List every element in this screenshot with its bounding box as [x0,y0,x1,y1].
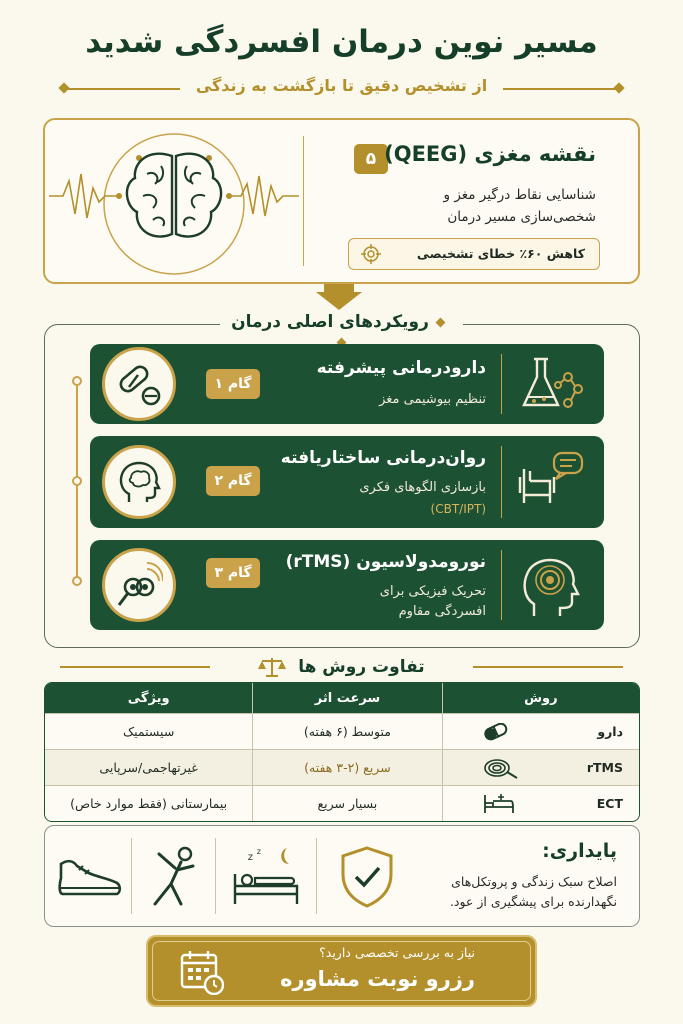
qeeg-description: شناسایی نقاط درگیر مغز و شخصی‌سازی مسیر درمان [443,187,596,225]
step-3-title: نورومدولاسیون (rTMS) [285,552,486,572]
qeeg-stat-badge: کاهش ۶۰٪ خطای تشخیصی [348,238,600,270]
sustainability-desc: اصلاح سبک زندگی و پروتکل‌های نگهدارنده برای پیشگیری از عود. [449,874,617,909]
step-3-desc: تحریک فیزیکی برای [379,584,486,599]
head-brain-icon [115,458,163,506]
pill-capsule-icon [115,360,163,408]
subtitle-bar [60,74,623,104]
table-row: ECT بسیار سریع بیمارستانی (فقط موارد خاص) [45,785,639,821]
approaches-title: رویکردهای اصلی درمان [220,312,463,352]
coil-icon [483,757,519,779]
book-consultation-button[interactable] [146,935,537,1007]
svg-text:z: z [247,852,253,863]
tms-coil-icon [115,561,163,609]
step-1-card [90,344,604,424]
comparison-table [44,682,640,822]
step-2-title: روان‌درمانی ساختاریافته [280,448,486,468]
step-2-desc-sub: (CBT/IPT) [430,502,486,516]
hospital-bed-icon [483,793,515,815]
subtitle: از تشخیص دقیق تا بازگشت به زندگی [195,76,488,95]
sleep-bed-icon [231,844,301,910]
table-row: rTMS سریع (۲-۳ هفته) غیرتهاجمی/سرپایی [45,749,639,785]
step-3-desc-2: افسردگی مقاوم [398,604,486,619]
pill-icon [483,723,509,741]
svg-text:z: z [256,847,261,856]
sneaker-icon [57,850,123,904]
step-2-badge: گام ۲ [206,466,260,496]
page-title: مسیر نوین درمان افسردگی شدید [85,24,598,60]
step-2-card [90,436,604,528]
step-3-card [90,540,604,630]
step-3-badge: گام ۳ [206,558,260,588]
brain-wave-icon [49,126,299,276]
flask-molecule-icon [516,349,586,419]
step-1-badge: گام ۱ [206,369,260,399]
calendar-clock-icon [180,949,224,995]
arrow-down-icon [316,284,362,310]
qeeg-card [43,118,640,284]
target-icon [361,244,381,264]
table-row: دارو متوسط (۶ هفته) سیستمیک [45,713,639,749]
cta-question: نیاز به بررسی تخصصی دارید؟ [319,945,475,960]
cta-label: رزرو نوبت مشاوره [280,967,475,991]
qeeg-number-badge: ۵ [354,144,388,174]
head-waves-icon [516,550,586,620]
step-1-title: دارودرمانی پیشرفته [316,358,486,378]
step-1-desc: تنظیم بیوشیمی مغز [379,392,486,407]
step-2-desc: بازسازی الگوهای فکری [359,480,486,495]
sustainability-title: پایداری: [542,840,617,862]
table-header: روش سرعت اثر ویژگی [45,683,639,713]
shield-check-icon [339,846,395,908]
qeeg-title: نقشه مغزی (QEEG) [384,142,596,166]
stretching-person-icon [145,844,201,910]
chair-speech-icon [516,447,586,517]
sustainability-card [44,825,640,927]
scale-icon [258,656,286,678]
comparison-title: تفاوت روش ها [200,656,483,678]
